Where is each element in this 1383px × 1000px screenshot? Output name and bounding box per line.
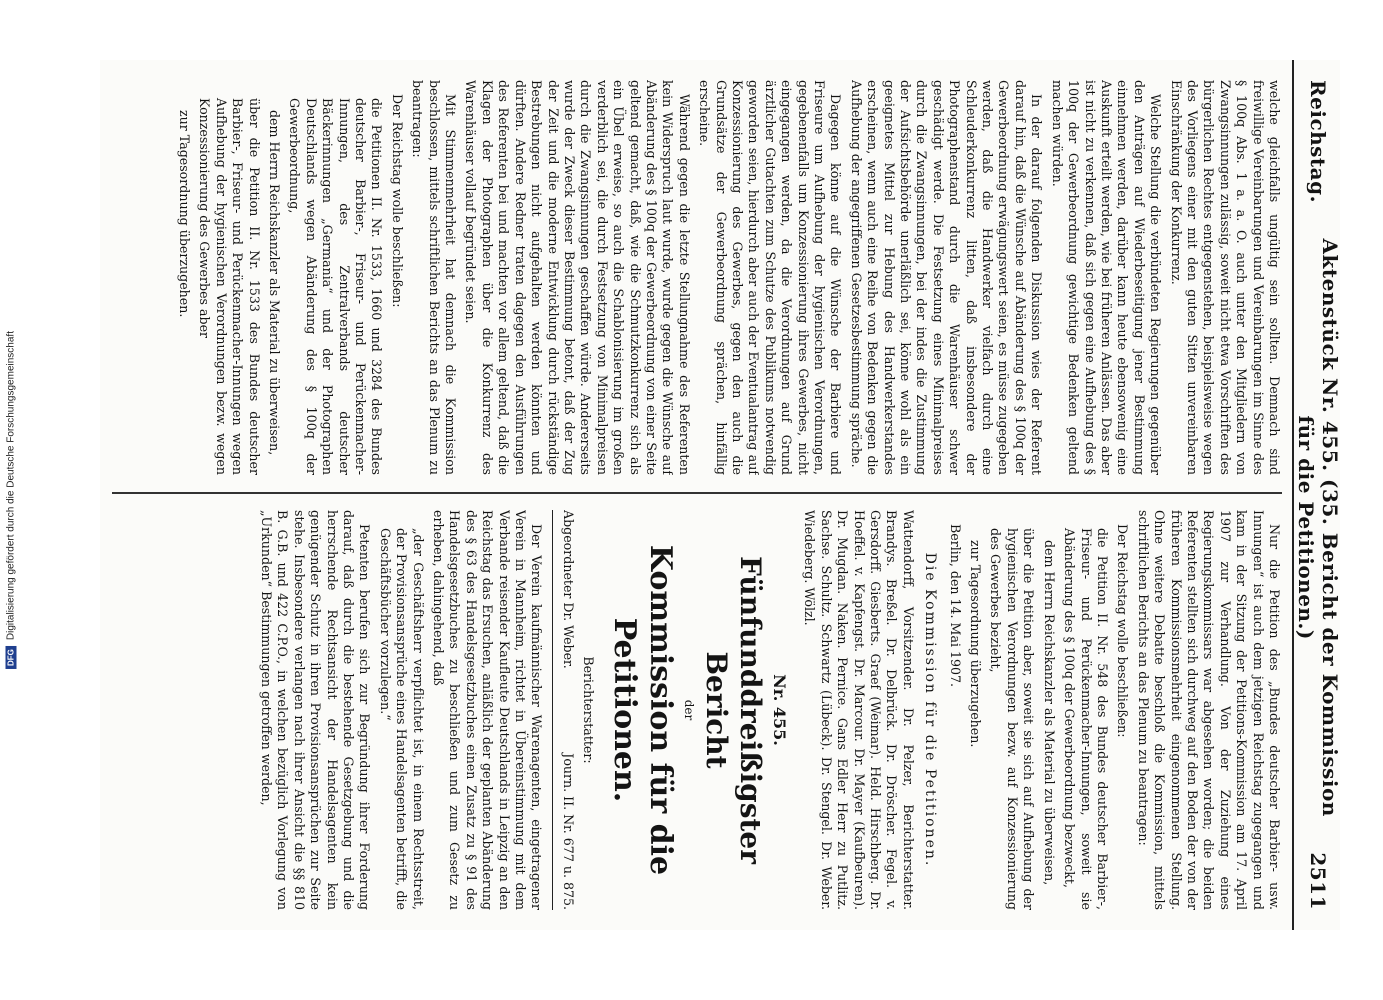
paragraph: Mit Stimmenmehrheit hat demnach die Kommission beschlossen, mittels schriftlichen Berichts an das Plenum zu beantragen:: [410, 80, 459, 475]
right-column: [112, 510, 1282, 910]
digitization-note-text: Digitalisierung gefördert durch die Deutsche Forschungsgemeinschaft: [5, 331, 17, 641]
report-der: der: [681, 699, 696, 721]
reporter-label: Berichterstatter:: [581, 656, 597, 764]
paragraph: Dagegen könne auf die Wünsche der Barbiere und Friseure um Aufhebung der hygienischen Verordnungen, gegebenenfalls um Konzessionierung ihres Gewerbes, nicht eingegangen werden, da die Verordnungen auf Grund ärztlicher Gutachten zum Schutze des Publikums notwendig geworden seien, hierdurch aber auch der Eventualantrag auf Konzessionierung des Gewerbes, gegen den auch die Grundsätze der Gewerbeordnung sprächen, hinfällig erscheine.: [697, 80, 844, 475]
header-left: Reichstag.: [1306, 80, 1330, 204]
paragraph: Petenten berufen sich zur Begründung ihrer Forderung darauf, daß durch die bestehende Gesetzgebung und die herrschende Rechtsansicht der Handelsagenten kein genügender Schutz in ihren Provisionsansprüchen zur Seite stehe. Insbesondere verlangen nach ihrer Ansicht die §§ 810 B. G.B. und 422 C.P.O., in welchen bezüglich Vorlegung von „Urkunden“ Bestimmungen getroffen werden,: [258, 510, 373, 910]
report-number: Nr. 455.: [770, 674, 790, 746]
motion-item: dem Herrn Reichskanzler als Material zu überweisen,: [267, 110, 283, 456]
paragraph: Während gegen die letzte Stellungnahme des Referenten kein Widerspruch laut wurde, wurde gegen die Wünsche auf Abänderung des § 100q der Gewerbeordnung von einer Seite geltend gemacht, daß, wie die Schmutzkonkurrenz sich als ein Übel erweise, so auch die Schablonisierung im großen verderblich sei, die durch Festsetzung von Minimalpreisen durch die Zwangsinnungen geschaffen würde. Andererseits wurde der Zweck dieser Bestimmung betont, daß der Zug der Zeit und die moderne Entwicklung durch rückständige Bestrebungen nicht aufgehalten werden könnten und dürften. Andere Redner traten dagegen den Ausführungen des Referenten bei und machten vor allem geltend, daß die Klagen der Photographen über die Konkurrenz des Warenhäuser vollauf begründet seien.: [463, 80, 692, 475]
header-center: Aktenstück Nr. 455. (35. Bericht der Kommission für die Petitionen.): [1294, 238, 1342, 817]
page-number: 2511: [1306, 852, 1330, 910]
left-column: [112, 80, 1282, 475]
page-header: [1296, 80, 1340, 910]
paragraph: Der Verein kaufmännischer Warenagenten, eingetragener Verein in Mannheim, richtet in Übereinstimmung mit dem Verbande reisender Kaufleute Deutschlands in Leipzig an den Reichstag das Ersuchen, anläßlich der geplanten Abänderung des § 63 des Handelsgesetzbuches einen Zusatz zu § 91 des Handelsgesetzbuches zu beschließen und zum Gesetz zu erheben, dahingehend, daß: [430, 510, 545, 910]
paragraph: Nur die Petition des „Bundes deutscher Barbier- usw. Innungen“ ist auch dem jetzigen Reichstag zugegangen und kam in der Sitzung der Petitions-Kommission am 17. April 1907 zur Verhandlung. Von der Zuziehung eines Regierungskommissars war abgesehen worden; die beiden Referenten stellten sich durchweg auf den Boden der von der früheren Kommissionsmehrheit eingenommenen Stellung. Ohne weitere Debatte beschloß die Kommission, mittels schriftlichen Berichts an das Plenum zu beantragen:: [1135, 510, 1282, 910]
date-line: Berlin, den 14. Mai 1907.: [947, 524, 963, 688]
commission-members: Wattendorff, Vorsitzender. Dr. Pelzer, Berichterstatter. Brandys. Breßel. Dr. Delbrück. Dr. Dröscher. Fegel. v. Gersdorff. Giesberts. Graef (Weimar). Held. Hirschberg. Dr. Hoeffel. v. Kapfengst. Dr. Marcour. Dr. Mayer (Kaufbeuren). Dr. Mugdan. Naken. Pernice. Gans Edler Herr zu Putlitz. Sachse. Schultz. Schwartz (Lübeck). Dr. Stengel. Dr. Weber. Wiedeberg. Wölzl.: [802, 510, 916, 910]
quoted-demand: „der Geschäftsherr verpflichtet ist, in einem Rechtsstreit, der Provisionsansprüche eines Handelsagenten betrifft, die Geschäftsbücher vorzulegen.“: [377, 528, 426, 910]
motion-item: die Petitionen II. Nr. 1533, 1660 und 3284 des Bundes deutscher Barbier-, Friseur- und Perückenmacher-Innungen, des Zentralverbands deutscher Bäckerinnungen „Germania“ und der Photographen Deutschlands wegen Abänderung des § 100q der Gewerbeordnung,: [287, 98, 385, 475]
reporter-name: Abgeordneter Dr. Weber.: [560, 510, 576, 669]
journal-reference: Journ. II. Nr. 677 u. 875.: [560, 753, 576, 910]
paragraph: Welche Stellung die verbündeten Regierungen gegenüber den Anträgen auf Wiederbeseitigung jener Bestimmung einnehmen werden, darüber kann heute ebensowenig eine Auskunft erteilt werden, wie bei früheren Anlässen. Das aber ist nicht zu verkennen, daß sich gegen eine Aufhebung des § 100q der Gewerbeordnung gewichtige Bedenken geltend machen würden.: [1049, 80, 1164, 475]
motion-item: die Petition II. Nr. 548 des Bundes deutscher Barbier-, Friseur- und Perückenmacher-Innungen, soweit sie Abänderung des § 100q der Gewerbeordnung bezweckt,: [1062, 528, 1110, 910]
motion-item: dem Herrn Reichskanzler als Material zu überweisen,: [1041, 540, 1057, 886]
motion-item: über die Petition II. Nr. 1533 des Bundes deutscher Barbier-, Friseur- und Perückenmacher-Innungen wegen Aufhebung der hygienischen Verordnungen bezw. wegen Konzessionierung des Gewerbes aber: [197, 98, 262, 475]
paragraph: In der darauf folgenden Diskussion wies der Referent darauf hin, daß die Wünsche auf Abänderung des § 100q der Gewerbeordnung erwägungswert seien, es müsse zugegeben werden, daß die Handwerker vielfach durch eine Schleuderkonkurrenz litten, daß insbesondere der Photographenstand durch die Warenhäuser schwer geschädigt werde. Die Festsetzung eines Minimalpreises durch die Zwangsinnungen, bei der indes die Zustimmung der Aufsichtsbehörde unerläßlich sei, könne wohl als ein geeignetes Mittel zur Hebung des Handwerkerstandes erscheinen, wenn auch eine Reihe von Bedenken gegen die Aufhebung der angegriffenen Gesetzesbestimmung spräche.: [848, 80, 1045, 475]
motion-intro: Der Reichstag wolle beschließen:: [389, 94, 405, 308]
column-divider: [112, 492, 1282, 494]
motion-intro: Der Reichstag wolle beschließen:: [1115, 524, 1131, 738]
dfg-logo: DFG: [6, 646, 17, 669]
scanned-page: [100, 60, 1340, 930]
report-title: Fünfunddreißigster Bericht: [699, 556, 767, 864]
report-commission: Kommission für die Petitionen.: [607, 544, 679, 876]
paragraph: welche gleichfalls ungültig sein sollten. Demnach sind freiwillige Vereinbarungen und Vereinbarungen im Sinne des § 100q Abs. 1 a. a. O. auch unter den Mitgliedern von Zwangsinnungen zulässig, soweit nicht etwa Vorschriften des bürgerlichen Rechtes entgegenstehen, beispielsweise wegen des Vorliegens einer mit den guten Sitten unvereinbaren Einschränkung der Konkurrenz.: [1168, 80, 1282, 475]
header-rule: [1292, 60, 1294, 930]
section-rule: [552, 510, 553, 910]
reporter-row: [559, 510, 575, 910]
commission-heading: Die Kommission für die Petitionen.: [922, 552, 939, 868]
motion-item: zur Tagesordnung überzugehen.: [968, 540, 984, 748]
margin-strip: [0, 0, 22, 1000]
motion-item: über die Petition aber, soweit sie sich auf Aufhebung der hygienischen Verordnungen bezw. auf Konzessionierung des Gewerbes bezieht,: [988, 528, 1037, 910]
motion-item: zur Tagesordnung überzugehen.: [177, 110, 192, 318]
scanned-page-frame: [40, 0, 1383, 1000]
